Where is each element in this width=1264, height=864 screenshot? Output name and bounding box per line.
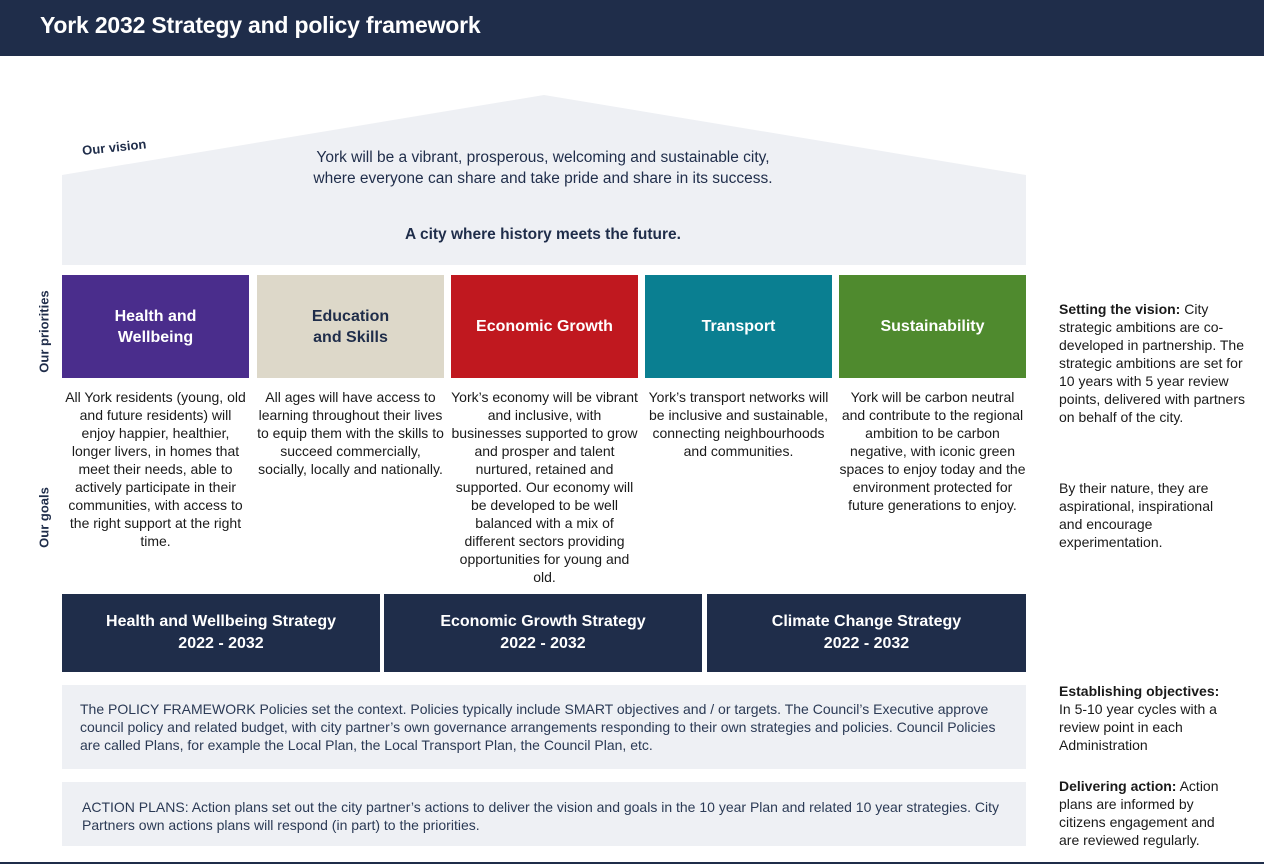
goal-health-wellbeing: All York residents (young, old and future residents) will enjoy happier, healthier, longer livers, in homes that meet their needs, able to actively participate in their communities, with access to the right support at the right time. (65, 389, 246, 549)
page-header (0, 0, 1264, 56)
strategy-economic-growth (384, 594, 702, 672)
priority-education-skills: Education and Skills (257, 275, 444, 378)
strategy-name: Economic Growth Strategy (440, 613, 646, 630)
priority-transport: Transport (645, 275, 832, 378)
sidebar-objectives-body: In 5-10 year cycles with a review point in each Administration (1059, 701, 1217, 753)
sidebar-action-heading: Delivering action: (1059, 778, 1177, 794)
strategy-years: 2022 - 2032 (500, 635, 586, 652)
sidebar-delivering-action (1059, 777, 1234, 849)
page-title: York 2032 Strategy and policy framework (40, 12, 481, 38)
sidebar-action-body: Action plans are informed by citizens engagement and are reviewed regularly. (1059, 778, 1219, 848)
strategy-climate-change (707, 594, 1026, 672)
goals-label: Our goals (36, 487, 52, 548)
sidebar-vision-body: City strategic ambitions are co-developed in partnership. The strategic ambitions are set for 10 years with 5 year review points, delivered with partners on behalf of the city. (1059, 301, 1245, 425)
priority-sustainability: Sustainability (839, 275, 1026, 378)
goal-transport: York’s transport networks will be inclusive and sustainable, connecting neighbourhoods and communities. (648, 389, 829, 459)
policy-framework-text: The POLICY FRAMEWORK Policies set the context. Policies typically include SMART objectives and / or targets. The Council’s Executive approve council policy and related budget, with city partner’s own governance arrangements responding to their own strategies and policies. Council Policies are called Plans, for example the Local Plan, the Local Transport Plan, the Council Plan, etc. (80, 701, 996, 753)
strategy-name: Health and Wellbeing Strategy (106, 613, 336, 630)
priority-health-wellbeing: Health and Wellbeing (62, 275, 249, 378)
policy-framework-panel (62, 685, 1026, 769)
sidebar-vision-note: By their nature, they are aspirational, inspirational and encourage experimentation. (1059, 480, 1214, 550)
action-plans-text: ACTION PLANS: Action plans set out the city partner’s actions to deliver the vision and goals in the 10 year Plan and related 10 year strategies. City Partners own actions plans will respond (in part) to the priorities. (82, 799, 999, 833)
strategy-years: 2022 - 2032 (823, 635, 910, 652)
sidebar-vision-heading: Setting the vision: (1059, 301, 1181, 317)
goal-sustainability: York will be carbon neutral and contribute to the regional ambition to be carbon negative, with iconic green spaces to enjoy today and the environment protected for future generations to enjoy. (839, 389, 1026, 513)
sidebar-objectives-heading: Establishing objectives: (1059, 683, 1220, 699)
priority-economic-growth: Economic Growth (451, 275, 638, 378)
vision-label: Our vision (81, 136, 147, 158)
action-plans-panel (62, 782, 1026, 846)
vision-statement: York will be a vibrant, prosperous, welcoming and sustainable city, where everyone can share and take pride and share in its success. (313, 149, 773, 187)
goal-education-skills: All ages will have access to learning throughout their lives to equip them with the skills to succeed commercially, socially, locally and nationally. (257, 389, 444, 477)
vision-tagline: A city where history meets the future. (405, 226, 681, 243)
strategy-name: Climate Change Strategy (771, 613, 962, 630)
sidebar-establishing-objectives (1059, 682, 1234, 754)
goal-economic-growth: York’s economy will be vibrant and inclusive, with businesses supported to grow and prosper and talent nurtured, retained and supported. Our economy will be developed to be well balanced with a mix of different sectors providing opportunities for young and old. (451, 389, 638, 585)
priorities-label: Our priorities (36, 290, 52, 373)
sidebar-setting-vision (1059, 300, 1259, 426)
strategy-health-wellbeing (62, 594, 380, 672)
strategy-years: 2022 - 2032 (178, 635, 264, 652)
